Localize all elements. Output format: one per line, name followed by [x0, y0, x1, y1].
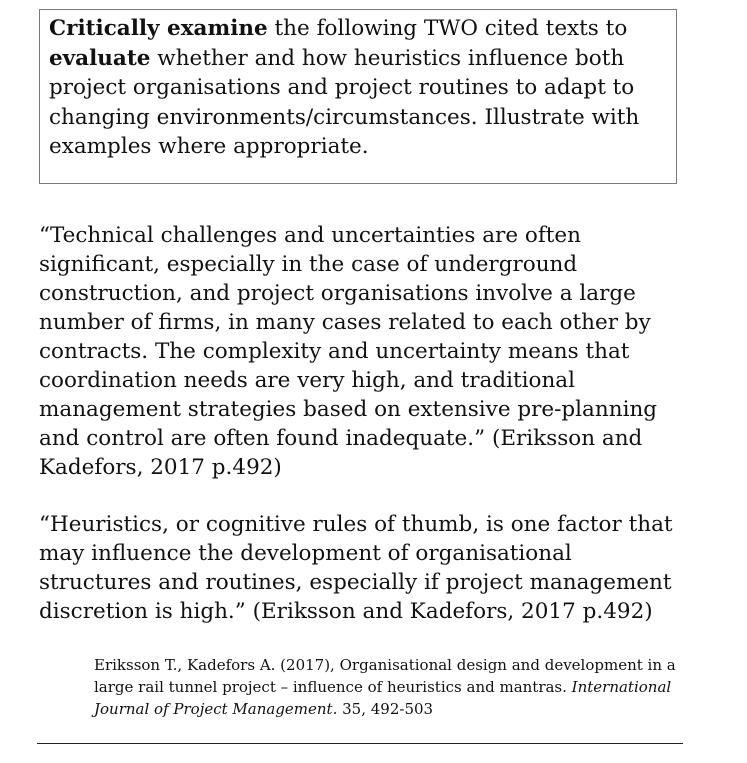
- task-instruction-box: [39, 9, 677, 184]
- reference-volume-pages: 35, 492-503: [337, 700, 434, 718]
- reference-journal: International Journal of Project Management.: [94, 678, 672, 718]
- reference-citation: [94, 654, 694, 720]
- task-emphasis-evaluate: evaluate: [49, 45, 151, 71]
- task-text-part2: whether and how heuristics influence both project organisations and project routines to adapt to changing environments/circumstances. Illustrate with examples where appropriate.: [49, 45, 640, 159]
- task-emphasis-examine: Critically examine: [49, 16, 268, 41]
- quote-paragraph-1: “Technical challenges and uncertainties are often significant, especially in the case of underground construction, and project organisations involve a large number of firms, in many cases related to each other by contracts. The complexity and uncertainty means that coordination needs are very high, and traditional management strategies based on extensive pre-planning and control are often found inadequate.” (Eriksson and Kadefors, 2017 p.492): [39, 223, 658, 480]
- quote-paragraph-2: “Heuristics, or cognitive rules of thumb, is one factor that may influence the development of organisational structures and routines, especially if project management discretion is high.” (Eriksson and Kadefors, 2017 p.492): [39, 512, 673, 624]
- task-text-part1: the following TWO cited texts to: [267, 16, 628, 41]
- bottom-divider: [37, 743, 683, 744]
- reference-authors-title: Eriksson T., Kadefors A. (2017), Organisational design and development in a large rail tunnel project – influence of heuristics and mantras.: [94, 656, 676, 696]
